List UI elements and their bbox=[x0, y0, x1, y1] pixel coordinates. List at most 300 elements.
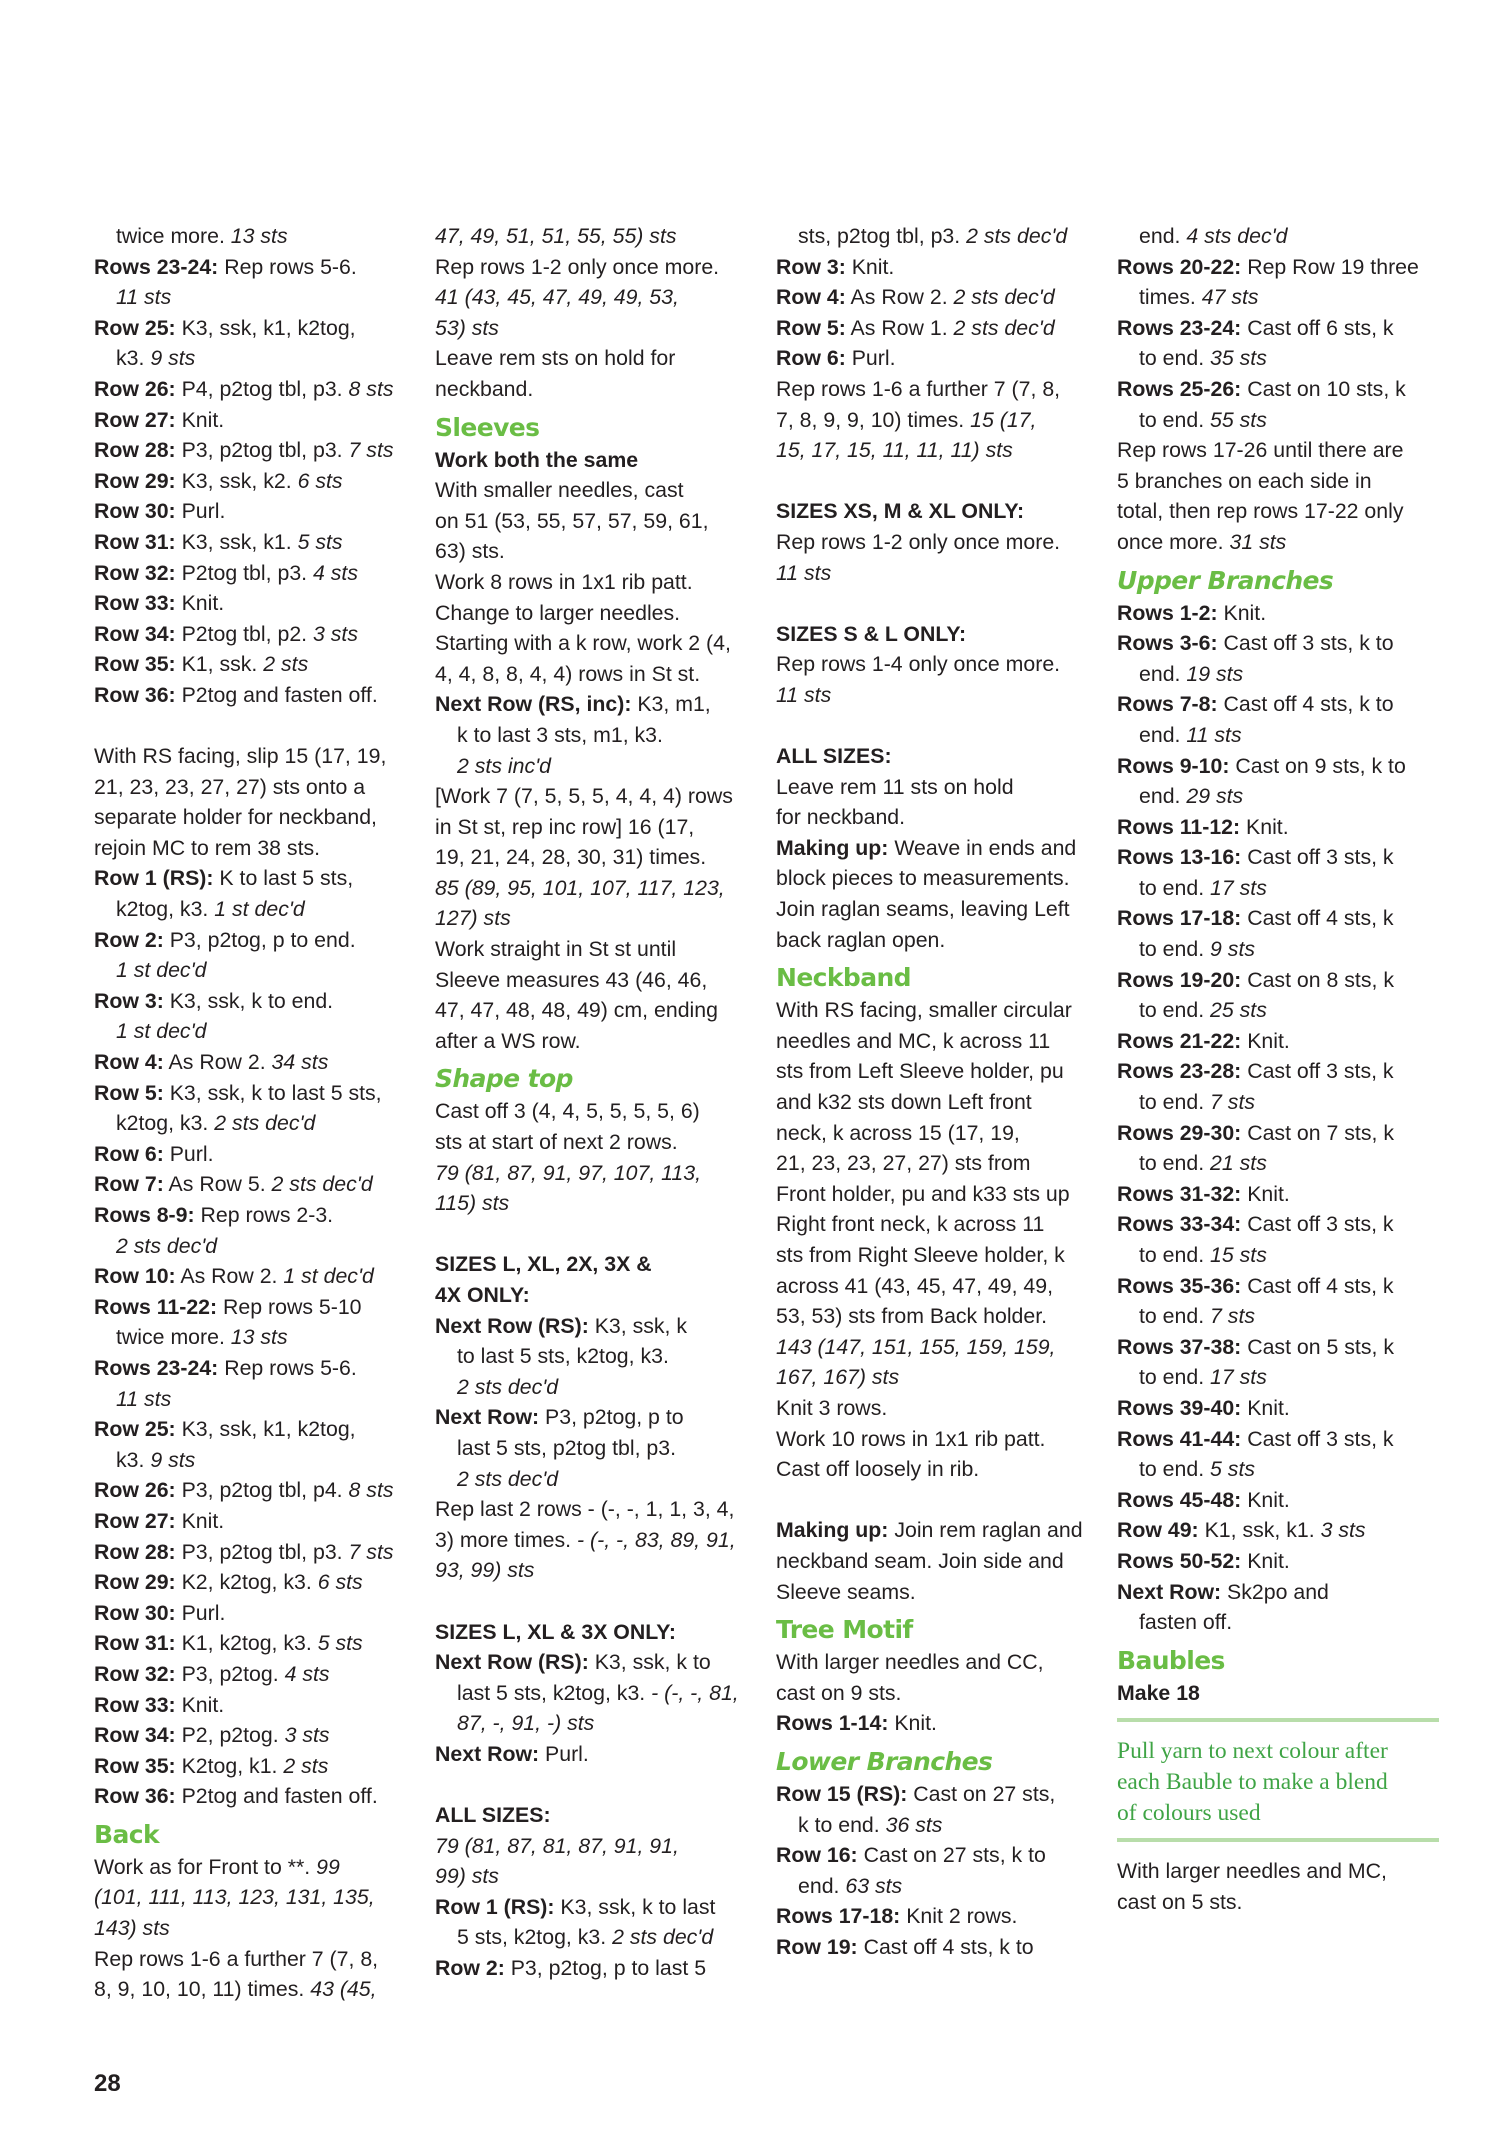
instruction-line bbox=[94, 466, 416, 497]
instruction-text: P3, p2tog. bbox=[175, 1661, 285, 1686]
instruction-text: K3, ssk, k1, k2tog, bbox=[175, 315, 356, 340]
stitch-count: 15 sts bbox=[1210, 1243, 1267, 1267]
instruction-line bbox=[435, 842, 757, 873]
subheading: SIZES L, XL, 2X, 3X & bbox=[435, 1252, 652, 1277]
instruction-line bbox=[435, 374, 757, 405]
instruction-line bbox=[1117, 435, 1439, 466]
stitch-count: 3 sts bbox=[1320, 1518, 1366, 1543]
stitch-count: 143 (147, 151, 155, 159, 159, bbox=[776, 1334, 1056, 1359]
instruction-text: to end. bbox=[1139, 937, 1211, 962]
row-label: Rows 17-18: bbox=[1117, 906, 1242, 931]
instruction-line bbox=[776, 1678, 1098, 1709]
instruction-line bbox=[435, 536, 757, 567]
row-label: Rows 11-22: bbox=[94, 1294, 218, 1319]
instruction-line bbox=[435, 1861, 757, 1892]
instruction-text: sts at start of next 2 rows. bbox=[435, 1130, 678, 1155]
divider-rule bbox=[1117, 1718, 1439, 1722]
row-label: Rows 1-14: bbox=[776, 1711, 889, 1736]
instruction-text: 5 sts, k2tog, k3. bbox=[457, 1925, 613, 1950]
row-label: Rows 7-8: bbox=[1117, 692, 1218, 717]
instruction-line bbox=[94, 527, 416, 558]
instruction-text: end. bbox=[1139, 661, 1187, 686]
row-label: Row 26: bbox=[94, 1478, 176, 1503]
subheading: SIZES S & L ONLY: bbox=[776, 621, 967, 646]
paragraph-gap bbox=[94, 711, 416, 742]
row-label: Next Row: bbox=[435, 1741, 540, 1766]
instruction-line bbox=[776, 1148, 1098, 1179]
instruction-line bbox=[94, 252, 416, 283]
stitch-count: 7 sts bbox=[348, 438, 394, 463]
instruction-text: K1, ssk. bbox=[175, 652, 264, 677]
instruction-line bbox=[94, 313, 416, 344]
instruction-line bbox=[776, 558, 1098, 589]
row-label: Rows 11-12: bbox=[1117, 814, 1241, 839]
instruction-line bbox=[94, 772, 416, 803]
stitch-count: 93, 99) sts bbox=[435, 1558, 535, 1583]
stitch-count: - (-, -, 81, bbox=[651, 1680, 739, 1705]
instruction-line bbox=[435, 1525, 757, 1556]
row-label: Row 36: bbox=[94, 1784, 176, 1809]
instruction-line bbox=[1117, 842, 1439, 873]
instruction-text: times. bbox=[1139, 285, 1202, 310]
instruction-text: Cast off 3 sts, k bbox=[1241, 1426, 1394, 1451]
paragraph-gap bbox=[435, 1586, 757, 1617]
instruction-text: Leave rem 11 sts on hold bbox=[776, 774, 1014, 799]
stitch-count: 43 (45, bbox=[310, 1977, 377, 2002]
row-label: Next Row (RS, inc): bbox=[435, 692, 632, 717]
instruction-text: With smaller needles, cast bbox=[435, 478, 684, 503]
instruction-line bbox=[1117, 1607, 1439, 1638]
instruction-text: Knit 2 rows. bbox=[900, 1904, 1018, 1929]
instruction-text: Cast off 3 sts, k bbox=[1241, 845, 1394, 870]
instruction-line bbox=[776, 1393, 1098, 1424]
stitch-count: 167, 167) sts bbox=[776, 1365, 900, 1390]
instruction-text: As Row 1. bbox=[845, 315, 954, 340]
instruction-text: to end. bbox=[1139, 875, 1211, 900]
divider-rule bbox=[1117, 1838, 1439, 1842]
instruction-text: k to end. bbox=[798, 1812, 886, 1837]
instruction-line bbox=[1117, 1240, 1439, 1271]
instruction-line bbox=[435, 659, 757, 690]
row-label: Next Row: bbox=[1117, 1579, 1222, 1604]
subheading: Work both the same bbox=[435, 447, 639, 472]
stitch-count: 6 sts bbox=[317, 1570, 363, 1595]
instruction-text: Cast on 27 sts, k to bbox=[857, 1843, 1046, 1868]
instruction-text: to end. bbox=[1139, 407, 1211, 432]
instruction-line bbox=[776, 772, 1098, 803]
instruction-text: 53, 53) sts from Back holder. bbox=[776, 1304, 1048, 1329]
instruction-line bbox=[1117, 1515, 1439, 1546]
row-label: Row 36: bbox=[94, 682, 176, 707]
stitch-count: 17 sts bbox=[1210, 875, 1267, 900]
instruction-line bbox=[435, 903, 757, 934]
stitch-count: 13 sts bbox=[230, 224, 288, 248]
row-label: Row 33: bbox=[94, 1692, 176, 1717]
instruction-text: Starting with a k row, work 2 (4, bbox=[435, 631, 731, 656]
instruction-text: K3, ssk, k to last bbox=[554, 1894, 716, 1919]
instruction-text: Front holder, pu and k33 sts up bbox=[776, 1181, 1070, 1206]
instruction-line bbox=[435, 934, 757, 965]
instruction-line bbox=[1117, 965, 1439, 996]
instruction-text: to end. bbox=[1139, 998, 1211, 1023]
section-heading: Lower Branches bbox=[776, 1746, 993, 1776]
instruction-line bbox=[1117, 812, 1439, 843]
instruction-line bbox=[776, 1240, 1098, 1271]
instruction-line bbox=[94, 925, 416, 956]
instruction-text: to end. bbox=[1139, 1151, 1211, 1176]
stitch-count: 11 sts bbox=[116, 1386, 172, 1411]
instruction-text: Sk2po and bbox=[1221, 1579, 1329, 1604]
instruction-text: needles and MC, k across 11 bbox=[776, 1028, 1051, 1053]
instruction-line bbox=[435, 506, 757, 537]
stitch-count: 8 sts bbox=[348, 376, 394, 401]
instruction-text: cast on 5 sts. bbox=[1117, 1889, 1243, 1914]
row-label: Row 5: bbox=[776, 315, 846, 340]
stitch-count: 35 sts bbox=[1210, 346, 1267, 371]
stitch-count: 4 sts bbox=[284, 1661, 330, 1686]
stitch-count: 4 sts dec'd bbox=[1186, 224, 1288, 248]
row-label: Row 2: bbox=[435, 1956, 505, 1981]
instruction-line bbox=[776, 925, 1098, 956]
stitch-count: 19 sts bbox=[1186, 661, 1244, 686]
row-label: Row 10: bbox=[94, 1264, 176, 1289]
instruction-text: P3, p2tog, p to end. bbox=[163, 927, 356, 952]
section-heading: Shape top bbox=[435, 1064, 573, 1094]
instruction-text: neckband. bbox=[435, 376, 534, 401]
instruction-text: K3, ssk, k1, k2tog, bbox=[175, 1417, 356, 1442]
row-label: Row 25: bbox=[94, 1417, 176, 1442]
instruction-text: Cast off 6 sts, k bbox=[1241, 315, 1394, 340]
instruction-line bbox=[94, 1200, 416, 1231]
instruction-line bbox=[776, 527, 1098, 558]
instruction-text: Knit. bbox=[888, 1711, 937, 1736]
instruction-text: Work straight in St st until bbox=[435, 937, 677, 962]
stitch-count: 7 sts bbox=[348, 1539, 394, 1564]
instruction-line bbox=[435, 812, 757, 843]
subheading: ALL SIZES: bbox=[776, 744, 892, 769]
instruction-line bbox=[435, 1158, 757, 1189]
instruction-line bbox=[776, 995, 1098, 1026]
stitch-count: 11 sts bbox=[116, 285, 172, 310]
instruction-line bbox=[1117, 598, 1439, 629]
instruction-line bbox=[776, 1301, 1098, 1332]
instruction-line bbox=[94, 955, 416, 986]
instruction-text: 63) sts. bbox=[435, 539, 505, 564]
instruction-line bbox=[776, 1577, 1098, 1608]
stitch-count: 13 sts bbox=[230, 1325, 288, 1350]
stitch-count: 47, 49, 51, 51, 55, 55) sts bbox=[435, 224, 677, 248]
instruction-line bbox=[94, 1169, 416, 1200]
instruction-line bbox=[776, 405, 1098, 436]
instruction-text: Purl. bbox=[175, 499, 226, 524]
instruction-text: K3, ssk, k1. bbox=[175, 529, 298, 554]
instruction-text: As Row 2. bbox=[175, 1264, 284, 1289]
instruction-line bbox=[776, 1332, 1098, 1363]
row-label: Making up: bbox=[776, 1518, 889, 1543]
instruction-line bbox=[776, 1026, 1098, 1057]
instruction-text: Rep rows 2-3. bbox=[194, 1203, 334, 1227]
instruction-line bbox=[776, 863, 1098, 894]
instruction-line bbox=[776, 1209, 1098, 1240]
row-label: Rows 9-10: bbox=[1117, 753, 1230, 778]
instruction-text: Cast on 5 sts, k bbox=[1241, 1334, 1394, 1359]
stitch-count: 9 sts bbox=[1210, 937, 1256, 962]
stitch-count: 79 (81, 87, 91, 97, 107, 113, bbox=[435, 1160, 702, 1185]
instruction-text: Knit. bbox=[175, 1508, 225, 1533]
instruction-line bbox=[1117, 1362, 1439, 1393]
instruction-line bbox=[435, 689, 757, 720]
instruction-text: Rep rows 1-2 only once more. bbox=[435, 254, 720, 279]
instruction-line bbox=[94, 1659, 416, 1690]
instruction-line bbox=[776, 313, 1098, 344]
instruction-text: across 41 (43, 45, 47, 49, 49, bbox=[776, 1273, 1054, 1298]
row-label: Row 34: bbox=[94, 621, 176, 646]
instruction-line bbox=[94, 1078, 416, 1109]
instruction-text: Purl. bbox=[163, 1141, 214, 1166]
instruction-line bbox=[1117, 1179, 1439, 1210]
stitch-count: 1 st dec'd bbox=[283, 1264, 374, 1289]
instruction-text: Rep rows 17-26 until there are bbox=[1117, 438, 1404, 463]
instruction-line bbox=[776, 282, 1098, 313]
instruction-line bbox=[94, 619, 416, 650]
instruction-text: Cast on 8 sts, k bbox=[1241, 967, 1394, 992]
instruction-text: end. bbox=[798, 1873, 846, 1898]
text-column-4 bbox=[1117, 221, 1439, 1917]
instruction-line bbox=[1117, 221, 1439, 252]
instruction-line bbox=[1117, 313, 1439, 344]
row-label: Row 19: bbox=[776, 1934, 858, 1959]
instruction-text: Knit. bbox=[845, 254, 895, 279]
instruction-text: Rep rows 5-6. bbox=[218, 254, 357, 279]
instruction-line bbox=[435, 1678, 757, 1709]
instruction-line bbox=[94, 1414, 416, 1445]
instruction-text: P2tog and fasten off. bbox=[175, 1784, 378, 1809]
stitch-count: 11 sts bbox=[776, 682, 832, 707]
instruction-text: to end. bbox=[1139, 1090, 1211, 1115]
stitch-count: 2 sts dec'd bbox=[612, 1925, 714, 1950]
instruction-line bbox=[776, 1647, 1098, 1678]
instruction-line bbox=[94, 1261, 416, 1292]
instruction-line bbox=[435, 1402, 757, 1433]
instruction-line bbox=[435, 1372, 757, 1403]
section-heading: Tree Motif bbox=[776, 1615, 913, 1645]
instruction-line bbox=[435, 475, 757, 506]
row-label: Rows 3-6: bbox=[1117, 631, 1218, 656]
instruction-text: Cast on 9 sts, k to bbox=[1229, 753, 1406, 778]
instruction-line bbox=[435, 720, 757, 751]
instruction-text: neckband seam. Join side and bbox=[776, 1548, 1064, 1573]
stitch-count: (101, 111, 113, 123, 131, 135, bbox=[94, 1885, 375, 1910]
instruction-line bbox=[776, 802, 1098, 833]
instruction-text: P3, p2tog, p to last 5 bbox=[504, 1956, 707, 1981]
row-label: Row 29: bbox=[94, 468, 176, 493]
instruction-line bbox=[435, 1831, 757, 1862]
row-label: Row 6: bbox=[776, 346, 846, 371]
instruction-text: P2tog and fasten off. bbox=[175, 682, 378, 707]
instruction-text: With RS facing, smaller circular bbox=[776, 998, 1072, 1023]
instruction-text: Purl. bbox=[539, 1741, 589, 1766]
instruction-line bbox=[1117, 1546, 1439, 1577]
instruction-text: K3, ssk, k2. bbox=[175, 468, 298, 493]
instruction-line bbox=[435, 313, 757, 344]
instruction-text: Join rem raglan and bbox=[888, 1518, 1083, 1543]
row-label: Row 27: bbox=[94, 407, 176, 432]
instruction-text: P3, p2tog tbl, p4. bbox=[175, 1478, 349, 1503]
instruction-text: Knit. bbox=[175, 407, 225, 432]
instruction-line bbox=[1117, 689, 1439, 720]
instruction-text: Knit 3 rows. bbox=[776, 1395, 888, 1420]
instruction-line bbox=[94, 1108, 416, 1139]
row-label: Rows 21-22: bbox=[1117, 1028, 1242, 1053]
stitch-count: 11 sts bbox=[776, 560, 832, 585]
instruction-line bbox=[94, 1751, 416, 1782]
row-label: Rows 45-48: bbox=[1117, 1487, 1242, 1512]
instruction-line bbox=[435, 1647, 757, 1678]
row-label: Rows 23-24: bbox=[1117, 315, 1242, 340]
instruction-text: Work 10 rows in 1x1 rib patt. bbox=[776, 1426, 1046, 1451]
instruction-line bbox=[1117, 720, 1439, 751]
instruction-line bbox=[776, 435, 1098, 466]
instruction-line bbox=[435, 1922, 757, 1953]
instruction-text: Cast off 4 sts, k to bbox=[1217, 692, 1394, 717]
stitch-count: 9 sts bbox=[150, 346, 196, 371]
instruction-text: With RS facing, slip 15 (17, 19, bbox=[94, 744, 387, 769]
instruction-text: to end. bbox=[1139, 346, 1211, 371]
stitch-count: 2 sts dec'd bbox=[457, 1374, 559, 1399]
row-label: Row 27: bbox=[94, 1508, 176, 1533]
instruction-text: Cast on 27 sts, bbox=[907, 1781, 1056, 1806]
instruction-text: neck, k across 15 (17, 19, bbox=[776, 1120, 1020, 1145]
instruction-text: With larger needles and CC, bbox=[776, 1650, 1044, 1675]
instruction-text: once more. bbox=[1117, 529, 1230, 554]
stitch-count: 4 sts bbox=[313, 560, 358, 585]
instruction-text: Rep rows 1-2 only once more. bbox=[776, 529, 1061, 554]
instruction-text: last 5 sts, p2tog tbl, p3. bbox=[457, 1435, 677, 1460]
stitch-count: 8 sts bbox=[348, 1478, 394, 1503]
instruction-text: Cast off 4 sts, k bbox=[1241, 1273, 1394, 1298]
paragraph-gap bbox=[776, 588, 1098, 619]
instruction-text: P3, p2tog tbl, p3. bbox=[175, 438, 349, 463]
instruction-text: As Row 2. bbox=[163, 1050, 272, 1075]
instruction-text: As Row 5. bbox=[163, 1172, 272, 1197]
stitch-count: 1 st dec'd bbox=[116, 1019, 207, 1044]
paragraph-gap bbox=[435, 1770, 757, 1801]
instruction-text: Rep rows 1-6 a further 7 (7, 8, bbox=[776, 376, 1061, 401]
row-label: Making up: bbox=[776, 835, 889, 860]
instruction-line bbox=[1117, 934, 1439, 965]
row-label: Rows 25-26: bbox=[1117, 376, 1242, 401]
row-label: Row 30: bbox=[94, 499, 176, 524]
instruction-line bbox=[1117, 1485, 1439, 1516]
stitch-count: 2 sts dec'd bbox=[457, 1466, 559, 1491]
stitch-count: 53) sts bbox=[435, 315, 499, 340]
instruction-text: Work as for Front to **. bbox=[94, 1854, 317, 1879]
instruction-line bbox=[94, 802, 416, 833]
instruction-line bbox=[94, 282, 416, 313]
instruction-line bbox=[1117, 466, 1439, 497]
paragraph-gap bbox=[776, 1485, 1098, 1516]
instruction-text: Cast off 3 sts, k bbox=[1241, 1059, 1394, 1084]
instruction-line bbox=[94, 1690, 416, 1721]
stitch-count: - (-, -, 83, 89, 91, bbox=[577, 1527, 736, 1552]
instruction-line bbox=[1117, 659, 1439, 690]
row-label: Row 35: bbox=[94, 1753, 176, 1778]
instruction-line bbox=[435, 1096, 757, 1127]
tip-text: each Bauble to make a blend bbox=[1117, 1768, 1388, 1795]
instruction-text: 47, 47, 48, 48, 49) cm, ending bbox=[435, 998, 718, 1023]
stitch-count: 115) sts bbox=[435, 1191, 510, 1216]
row-label: Row 31: bbox=[94, 529, 176, 554]
instruction-text: Cast off loosely in rib. bbox=[776, 1457, 980, 1482]
instruction-text: fasten off. bbox=[1139, 1610, 1233, 1635]
row-label: Row 28: bbox=[94, 1539, 176, 1564]
paragraph-gap bbox=[776, 466, 1098, 497]
row-label: Rows 20-22: bbox=[1117, 254, 1242, 279]
stitch-count: 15, 17, 15, 11, 11, 11) sts bbox=[776, 438, 1013, 463]
instruction-text: Rep Row 19 three bbox=[1241, 254, 1419, 279]
stitch-count: 3 sts bbox=[284, 1723, 330, 1748]
instruction-line bbox=[94, 1537, 416, 1568]
instruction-line bbox=[1117, 751, 1439, 782]
instruction-text: Sleeve seams. bbox=[776, 1579, 916, 1604]
stitch-count: 2 sts dec'd bbox=[953, 315, 1055, 340]
row-label: Row 30: bbox=[94, 1600, 176, 1625]
instruction-text: 4, 4, 8, 8, 4, 4) rows in St st. bbox=[435, 661, 701, 686]
row-label: Rows 1-2: bbox=[1117, 600, 1218, 625]
instruction-line bbox=[776, 1087, 1098, 1118]
instruction-text: K3, ssk, k to last 5 sts, bbox=[163, 1080, 382, 1105]
instruction-line bbox=[94, 1944, 416, 1975]
instruction-line bbox=[94, 374, 416, 405]
instruction-line bbox=[1117, 781, 1439, 812]
instruction-text: sts, p2tog tbl, p3. bbox=[798, 224, 967, 248]
instruction-text: 21, 23, 23, 27, 27) sts from bbox=[776, 1151, 1031, 1176]
instruction-text: Knit. bbox=[1241, 1028, 1290, 1053]
stitch-count: 6 sts bbox=[297, 468, 343, 493]
instruction-line bbox=[94, 741, 416, 772]
subheading: Make 18 bbox=[1117, 1680, 1200, 1705]
instruction-line bbox=[94, 1506, 416, 1537]
instruction-text: k2tog, k3. bbox=[116, 897, 215, 922]
instruction-line bbox=[776, 1179, 1098, 1210]
instruction-line bbox=[435, 598, 757, 629]
instruction-line bbox=[435, 343, 757, 374]
instruction-line bbox=[776, 1901, 1098, 1932]
stitch-count: 41 (43, 45, 47, 49, 49, 53, bbox=[435, 285, 679, 310]
row-label: Row 5: bbox=[94, 1080, 164, 1105]
instruction-line bbox=[94, 496, 416, 527]
instruction-line bbox=[94, 558, 416, 589]
instruction-text: Leave rem sts on hold for bbox=[435, 346, 676, 371]
stitch-count: 63 sts bbox=[845, 1873, 903, 1898]
row-label: Row 15 (RS): bbox=[776, 1781, 908, 1806]
instruction-text: Rep rows 5-6. bbox=[218, 1355, 357, 1380]
instruction-line bbox=[776, 894, 1098, 925]
instruction-line bbox=[776, 680, 1098, 711]
instruction-text: Rep last 2 rows - (-, -, 1, 1, 3, 4, bbox=[435, 1497, 735, 1522]
instruction-text: Sleeve measures 43 (46, 46, bbox=[435, 967, 708, 992]
instruction-text: Work 8 rows in 1x1 rib patt. bbox=[435, 569, 693, 594]
row-label: Row 1 (RS): bbox=[435, 1894, 555, 1919]
instruction-text: sts from Left Sleeve holder, pu bbox=[776, 1059, 1064, 1084]
row-label: Rows 29-30: bbox=[1117, 1120, 1242, 1145]
instruction-line bbox=[1117, 1026, 1439, 1057]
instruction-line bbox=[94, 1139, 416, 1170]
stitch-count: 1 st dec'd bbox=[116, 958, 207, 983]
instruction-line bbox=[1117, 374, 1439, 405]
section-heading: Upper Branches bbox=[1117, 565, 1334, 595]
instruction-line bbox=[776, 1840, 1098, 1871]
